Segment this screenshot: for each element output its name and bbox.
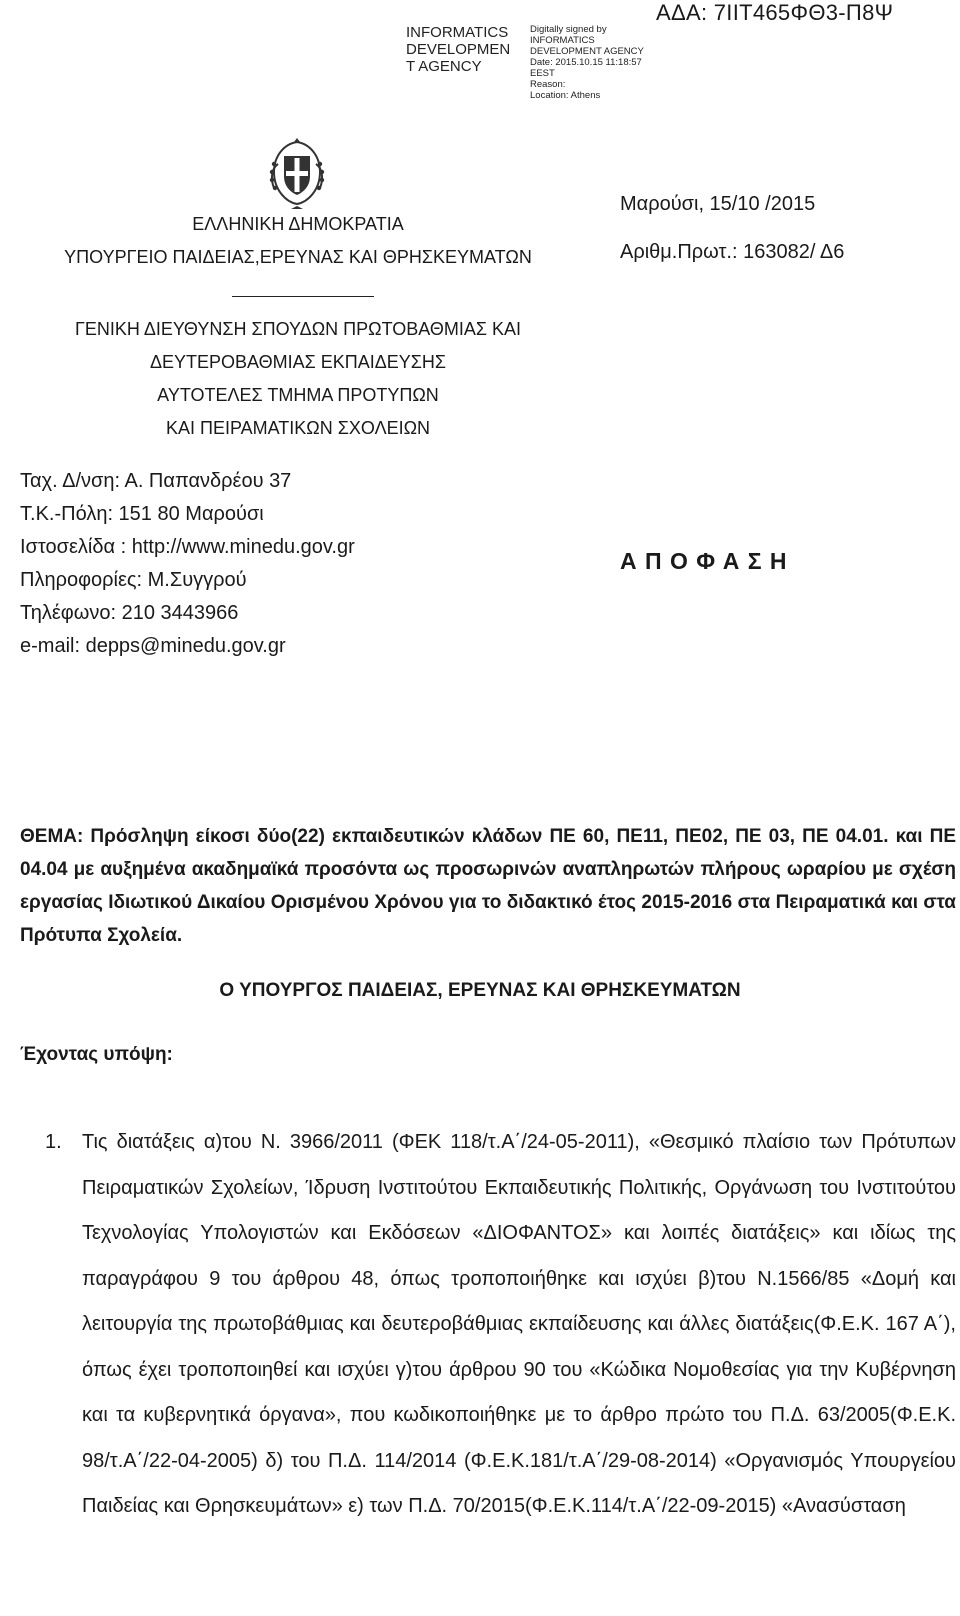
signature-detail-line: DEVELOPMENT AGENCY — [530, 46, 644, 57]
contact-email: e-mail: depps@minedu.gov.gr — [20, 635, 286, 657]
list-item-number: 1. — [45, 1131, 62, 1153]
protocol-number: Αριθμ.Πρωτ.: 163082/ Δ6 — [620, 241, 845, 263]
list-item-text: Τις διατάξεις α)του Ν. 3966/2011 (ΦΕΚ 118/τ.Α΄/24-05-2011), «Θεσμικό πλαίσιο των Πρότυπων Πειραματικών Σχολείων, Ίδρυση Ινστιτούτου Εκπαιδευτικής Πολιτικής, Οργάνωση του Ινστιτούτου Τεχνολογίας Υπολογιστών και Εκδόσεων «ΔΙΟΦΑΝΤΟΣ» και λοιπές διατάξεις» και ιδίως της παραγράφου 9 του άρθρου 48, όπως τροποποιήθηκε και ισχύει β)του Ν.1566/85 «Δομή και λειτουργία της πρωτοβάθμιας και δευτεροβάθμιας εκπαίδευσης και άλλες διατάξεις(Φ.Ε.Κ. 167 Α΄), όπως έχει τροποποιηθεί και ισχύει γ)του άρθρου 90 του «Κώδικα Νομοθεσίας για την Κυβέρνηση και τα κυβερνητικά όργανα», που κωδικοποιήθηκε με το άρθρο πρώτο του Π.Δ. 63/2005(Φ.Ε.Κ. 98/τ.Α΄/22-04-2005) δ) του Π.Δ. 114/2014 (Φ.Ε.Κ.181/τ.Α΄/29-08-2014) «Οργανισμός Υπουργείου Παιδείας και Θρησκευμάτων» ε) των Π.Δ. 70/2015(Φ.Ε.Κ.114/τ.Α΄/22-09-2015) «Ανασύσταση — [82, 1131, 956, 1517]
ministry-heading — [30, 208, 566, 274]
signature-detail-line: EEST — [530, 68, 555, 79]
signature-agency-line: DEVELOPMEN — [406, 41, 511, 58]
considering-heading: Έχοντας υπόψη: — [20, 1044, 173, 1065]
directorate-line: ΑΥΤΟΤΕΛΕΣ ΤΜΗΜΑ ΠΡΟΤΥΠΩΝ — [157, 385, 439, 405]
signature-agency — [406, 24, 510, 75]
directorate-line: ΓΕΝΙΚΗ ΔΙΕΥΘΥΝΣΗ ΣΠΟΥΔΩΝ ΠΡΩΤΟΒΑΘΜΙΑΣ ΚΑΙ — [74, 319, 522, 339]
decision-title: Α Π Ο Φ Α Σ Η — [620, 548, 788, 574]
signature-detail-line: INFORMATICS — [530, 35, 595, 46]
signature-detail-line: Location: Athens — [530, 90, 601, 101]
greek-coat-of-arms-icon — [266, 134, 328, 210]
ministry-line: ΕΛΛΗΝΙΚΗ ΔΗΜΟΚΡΑΤΙΑ — [192, 214, 404, 234]
directorate-line: ΔΕΥΤΕΡΟΒΑΘΜΙΑΣ ΕΚΠΑΙΔΕΥΣΗΣ — [149, 352, 447, 372]
signature-detail-line: Digitally signed by — [530, 24, 607, 35]
subject-paragraph: ΘΕΜΑ: Πρόσληψη είκοσι δύο(22) εκπαιδευτικών κλάδων ΠΕ 60, ΠΕ11, ΠΕ02, ΠΕ 03, ΠΕ 04.01. και ΠΕ 04.04 με αυξημένα ακαδημαϊκά προσόντα ως προσωρινών αναπληρωτών πλήρους ωραρίου με σχέση εργασίας Ιδιωτικού Δικαίου Ορισμένου Χρόνου για το διδακτικό έτος 2015-2016 στα Πειραματικά και στα Πρότυπα Σχολεία. — [20, 826, 956, 946]
contact-postcode: Τ.Κ.-Πόλη: 151 80 Μαρούσι — [20, 503, 264, 525]
place-date: Μαρούσι, 15/10 /2015 — [620, 193, 816, 215]
signature-agency-line: T AGENCY — [406, 58, 482, 75]
contact-info: Πληροφορίες: Μ.Συγγρού — [20, 569, 247, 591]
minister-heading: Ο ΥΠΟΥΡΓΟΣ ΠΑΙΔΕΙΑΣ, ΕΡΕΥΝΑΣ ΚΑΙ ΘΡΗΣΚΕΥΜΑΤΩΝ — [219, 980, 741, 1001]
signature-detail-line: Date: 2015.10.15 11:18:57 — [530, 57, 642, 68]
contact-block — [20, 465, 355, 663]
contact-phone: Τηλέφωνο: 210 3443966 — [20, 602, 239, 624]
directorate-line: ΚΑΙ ΠΕΙΡΑΜΑΤΙΚΩΝ ΣΧΟΛΕΙΩΝ — [165, 418, 431, 438]
contact-address: Ταχ. Δ/νση: Α. Παπανδρέου 37 — [20, 470, 292, 492]
directorate-heading — [30, 313, 566, 445]
header-divider — [232, 296, 374, 297]
signature-detail-line: Reason: — [530, 79, 566, 90]
contact-website: Ιστοσελίδα : http://www.minedu.gov.gr — [20, 536, 355, 558]
ada-code: ΑΔΑ: 7ΙΙΤ465ΦΘ3-Π8Ψ — [656, 0, 894, 25]
signature-agency-line: INFORMATICS — [406, 24, 509, 41]
ministry-line: ΥΠΟΥΡΓΕΙΟ ΠΑΙΔΕΙΑΣ,ΕΡΕΥΝΑΣ ΚΑΙ ΘΡΗΣΚΕΥΜΑΤΩΝ — [64, 247, 532, 267]
signature-details — [530, 24, 644, 101]
